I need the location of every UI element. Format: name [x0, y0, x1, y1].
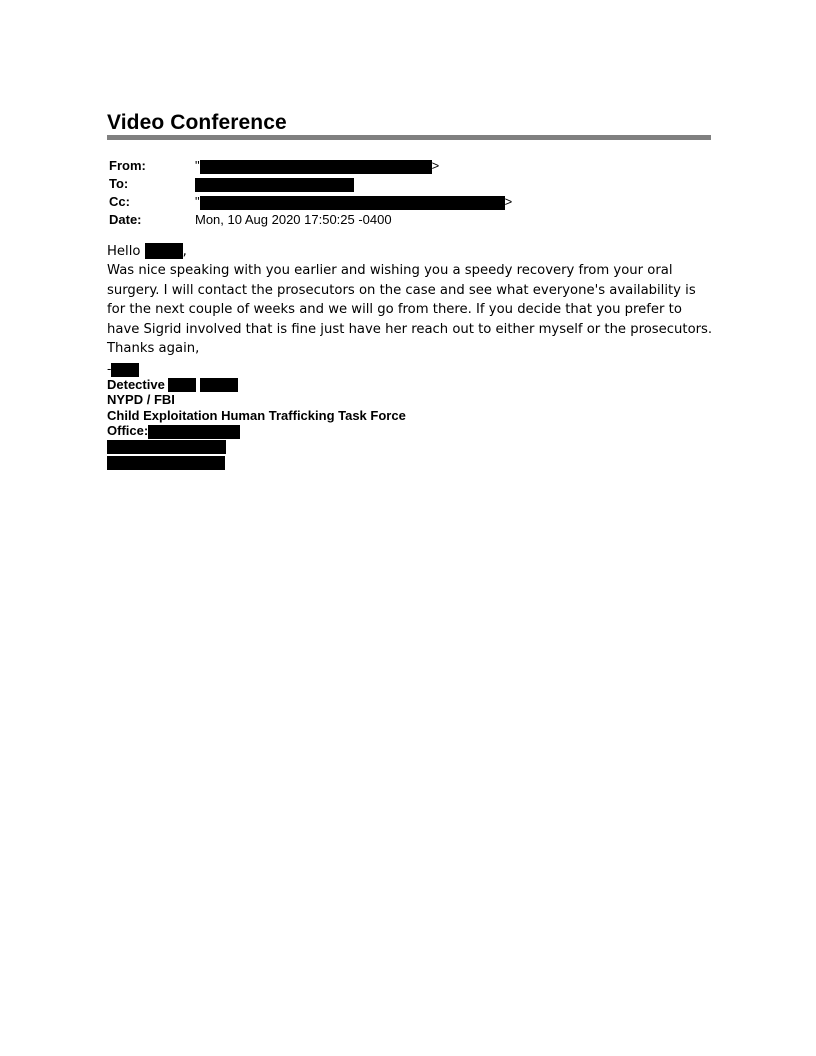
sig-title: Detective	[107, 376, 165, 392]
to-row	[107, 175, 711, 193]
email-subject: Video Conference	[107, 111, 287, 134]
cc-row	[107, 193, 711, 211]
cc-close-bracket: >	[504, 194, 513, 209]
to-label: To:	[109, 176, 129, 191]
sig-dash: -	[107, 361, 112, 376]
body-paragraph: Was nice speaking with you earlier and wishing you a speedy recovery from your oral surgery. I will contact the prosecutors on the case and see what everyone's availability is for the next couple of weeks and we will go from there. If you decide that you prefer to have Sigrid involved that is fine just have her reach out to either myself or the prosecutors.	[107, 263, 713, 337]
from-redaction	[200, 160, 432, 174]
sig-initials-line	[107, 361, 527, 377]
sig-redacted-line-1	[107, 439, 527, 455]
cc-value	[195, 193, 512, 211]
date-label: Date:	[109, 212, 142, 227]
from-open-quote: "	[195, 158, 200, 173]
from-label: From:	[109, 158, 146, 173]
sig-office-label: Office:	[107, 423, 149, 438]
closing-line: Thanks again,	[107, 341, 200, 357]
cc-label: Cc:	[109, 194, 130, 209]
cc-redaction	[200, 196, 505, 210]
date-row	[107, 211, 711, 229]
from-row	[107, 157, 711, 175]
recipient-name-redaction	[145, 243, 183, 259]
greeting-line	[107, 242, 717, 261]
sig-unit: Child Exploitation Human Trafficking Task Force	[107, 407, 406, 423]
subject-divider	[107, 135, 711, 140]
sig-initials-redaction	[111, 363, 139, 377]
sig-agency: NYPD / FBI	[107, 392, 175, 407]
sig-first-name-redaction	[168, 378, 196, 392]
from-close-bracket: >	[431, 158, 440, 173]
greeting-word: Hello	[107, 244, 141, 259]
sig-office-redaction	[148, 425, 240, 439]
sig-title-line	[107, 377, 527, 393]
signature-block	[107, 361, 527, 470]
date-value: Mon, 10 Aug 2020 17:50:25 -0400	[195, 212, 392, 227]
sig-last-name-redaction	[200, 378, 238, 392]
to-value	[195, 175, 354, 193]
from-value	[195, 157, 439, 175]
email-body	[107, 242, 717, 358]
sig-redacted-line-2	[107, 454, 527, 470]
sig-line1-redaction	[107, 440, 226, 454]
greeting-punct: ,	[182, 244, 187, 259]
cc-open-quote: "	[195, 194, 200, 209]
sig-office-line	[107, 423, 527, 439]
to-redaction	[195, 178, 354, 192]
email-header-block	[107, 157, 711, 229]
sig-line2-redaction	[107, 456, 225, 470]
